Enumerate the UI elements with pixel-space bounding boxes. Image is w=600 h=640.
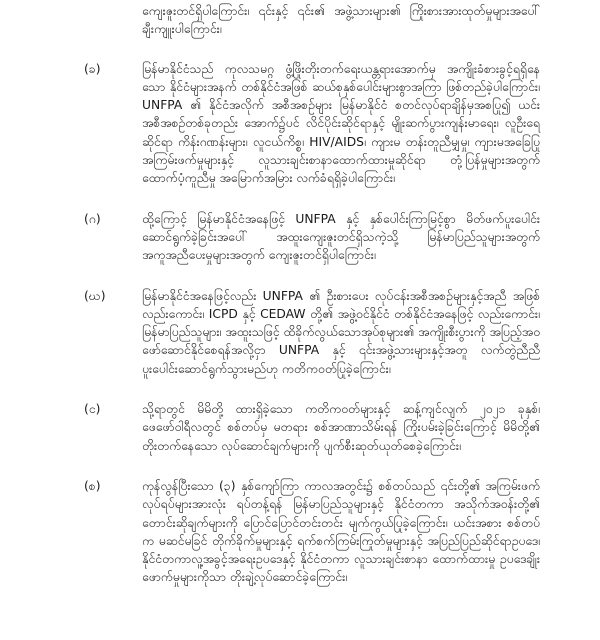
paragraph-text: သို့ရာတွင် မိမိတို့ ထားရှိခဲ့သော ကတိကဝတ်များနှင့် ဆန့်ကျင်လျက် ၂၀၂၁ ခုနှစ်၊ ဖေဖော်ဝါရီလတွင် စစ်တပ်မှ မတရား စစ်အာဏာသိမ်းရန် ကြိုးပမ်းခဲ့ခြင်းကြောင့် မိမိတို့၏ တိုးတက်နေသော လုပ်ဆောင်ချက်များကို ပျက်စီးဆုတ်ယုတ်စေခဲ့ကြောင်း၊ (142, 402, 540, 453)
paragraph-nga-gha (84, 287, 540, 378)
paragraph-text: ထို့ကြောင့် မြန်မာနိုင်ငံအနေဖြင့် UNFPA နှင့် နှစ်ပေါင်းကြာမြင့်စွာ မိတ်ဖက်ပူးပေါင်းဆောင်ရွက်ခဲ့ခြင်းအပေါ် အထူးကျေးဇူးတင်ရှိသကဲ့သို့ မြန်မာပြည်သူများအတွက် အကူအညီပေးမှုများအတွက် ကျေးဇူးတင်ရှိပါကြောင်း၊ (142, 211, 540, 263)
paragraph-label: (စ) (84, 478, 101, 493)
paragraph-label: (ဃ) (84, 288, 106, 303)
paragraph-sa (84, 477, 540, 587)
intro-continuation: ကျေးဇူးတင်ရှိပါကြောင်း၊ ၎င်းနှင့် ၎င်း၏ အဖွဲ့သားများ၏ ကြိုးစားအားထုတ်မှုများအပေါ် ချီးကျူးပါကြောင်း၊ (142, 4, 540, 37)
paragraph-text: မြန်မာနိုင်ငံသည် ကုလသမဂ္ဂ ဖွံ့ဖြိုးတိုးတက်ရေးယန္တရားအောက်မှ အကျိုးခံစားခွင့်ရရှိနေသော နိုင်ငံများအနက် တစ်နိုင်ငံအဖြစ် ဆယ်စုနှစ်ပေါင်းများစွာအကြာ ဖြစ်တည်ခဲ့ပါကြောင်း၊ UNFPA ၏ နိုင်ငံအလိုက် အစီအစဉ်များ မြန်မာနိုင်ငံ စတင်လုပ်ရာချိန်မှအစပြု၍ ယင်းအစီအစဉ်တစ်ခုတည်း အောက်၌ပင် လိင်ပိုင်းဆိုင်ရာနှင့် မျိုးဆက်ပွားကျန်းမာရေး၊ လူဦးရေဆိုင်ရာ ကိန်းဂဏန်းများ၊ လူငယ်ကိစ္စ၊ HIV/AIDS၊ ကျားမ တန်းတူညီမျှမှု၊ ကျားမအခြေပြု အကြမ်းဖက်မှုများနှင့် လူသားချင်းစာနာထောက်ထားမှုဆိုင်ရာ တုံ့ပြန်မှုများအတွက် ထောက်ပံ့ကူညီမှု အမြောက်အမြား လက်ခံရရှိခဲ့ပါကြောင်း၊ (142, 61, 540, 186)
paragraph-kha (84, 60, 540, 188)
paragraph-label: (ဂ) (84, 211, 101, 226)
paragraph-label: (ခ) (84, 61, 101, 76)
paragraph-label: (င) (84, 402, 101, 417)
paragraph-nga (84, 400, 540, 455)
paragraph-ga (84, 210, 540, 265)
paragraph-text: ကုန်လွန်ပြီးသော (၃) နှစ်ကျော်ကြာ ကာလအတွင်း၌ စစ်တပ်သည် ၎င်းတို့၏ အကြမ်းဖက်လုပ်ရပ်များအားလုံး ရပ်တန့်ရန် မြန်မာပြည်သူများနှင့် နိုင်ငံတကာ အသိုက်အဝန်းတို့၏ တောင်းဆိုချက်များကို ပြောင်ပြောင်တင်းတင်း မျက်ကွယ်ပြုခဲ့ကြောင်း၊ ယင်းအစား စစ်တပ်က မဆင်မခြင် တိုက်ခိုက်မှုများနှင့် ရက်စက်ကြမ်းကြုတ်မှုများနှင့် အပြည်ပြည်ဆိုင်ရာဥပဒေ၊ နိုင်ငံတကာလူ့အခွင့်အရေးဥပဒေနှင့် နိုင်ငံတကာ လူသားချင်းစာနာ ထောက်ထားမှု ဥပဒေချိုးဖောက်မှုများကိုသာ တိုးချဲ့လုပ်ဆောင်ခဲ့ကြောင်း၊ (142, 478, 540, 585)
paragraph-text: မြန်မာနိုင်ငံအနေဖြင့်လည်း UNFPA ၏ ဦးစားပေး လုပ်ငန်းအစီအစဉ်များနှင့်အညီ အဖြစ်လည်းကောင်း၊ ICPD နှင့် CEDAW တို့၏ အဖွဲ့ဝင်နိုင်ငံ တစ်နိုင်ငံအနေဖြင့် လည်းကောင်း၊ မြန်မာပြည်သူများ၊ အထူးသဖြင့် ထိခိုက်လွယ်သောအုပ်စုများ၏ အကျိုးစီးပွားကို အပြည့်အဝ ဖော်ဆောင်နိုင်စေရန်အလို့ငှာ UNFPA နှင့် ၎င်းအဖွဲ့သားများနှင့်အတူ လက်တွဲညီညီ ပူးပေါင်းဆောင်ရွက်သွားမည်ဟု ကတိကဝတ်ပြုခဲ့ကြောင်း၊ (142, 288, 540, 376)
